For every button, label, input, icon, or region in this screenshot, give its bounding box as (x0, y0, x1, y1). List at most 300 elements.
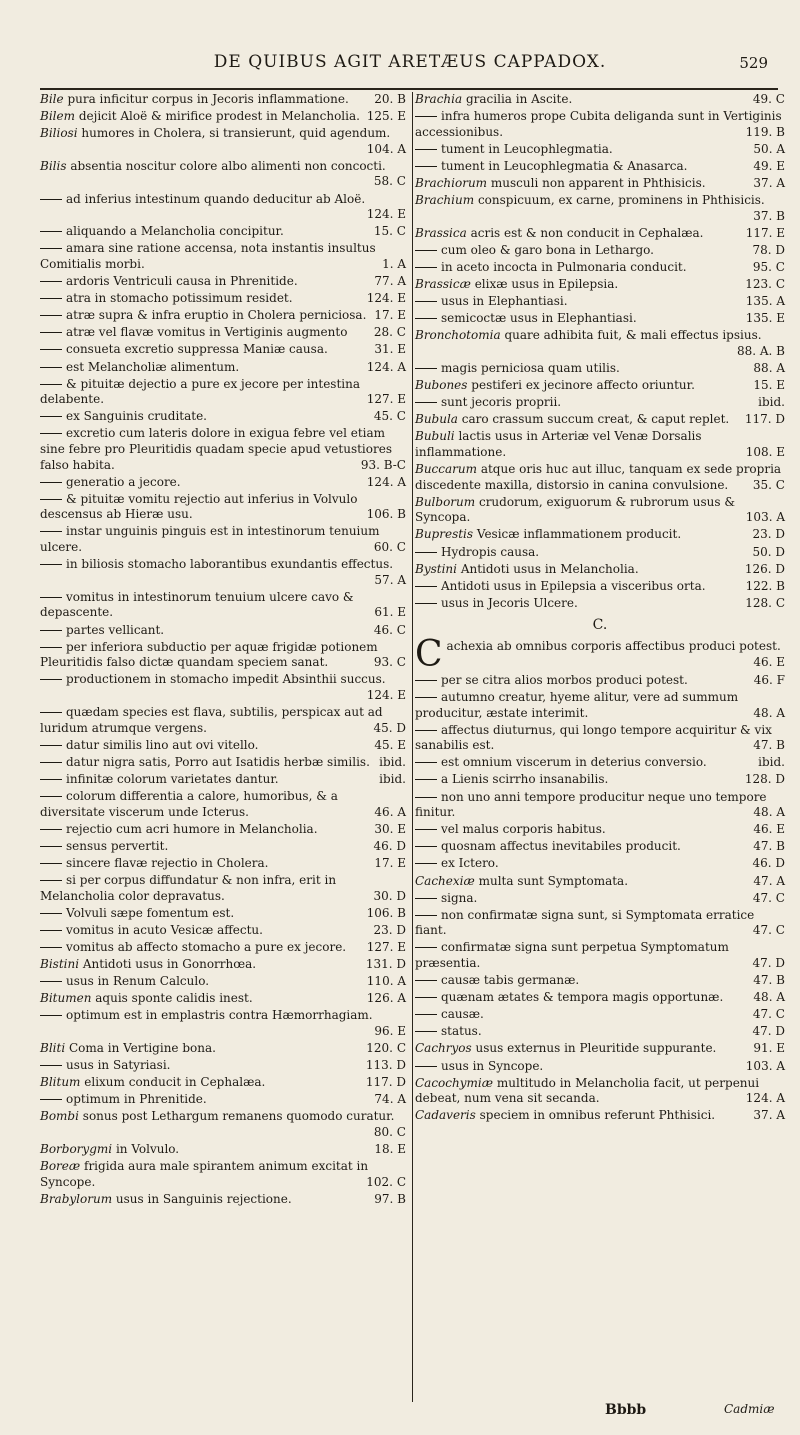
entry-text: status. (441, 1024, 482, 1039)
entry-text: & pituitæ dejectio a pure ex jecore per intestina delabente. (40, 376, 361, 407)
entry-headword: Bitumen (40, 991, 92, 1006)
entry-text: sensus pervertit. (66, 838, 169, 853)
entry-ref: 28. C (373, 325, 406, 340)
section-heading-c: C. (592, 617, 608, 634)
index-entry (415, 109, 785, 140)
entry-text: sonus post Lethargum remanens quomodo curatur. (82, 1109, 395, 1124)
index-entry (40, 492, 406, 523)
index-entry (40, 342, 406, 358)
entry-ref: 46. E (753, 822, 785, 837)
entry-ref: 48. A (753, 705, 785, 720)
entry-ref: 117. E (745, 225, 785, 240)
entry-headword: Brassica (415, 225, 467, 240)
index-entry (415, 243, 785, 259)
index-entry (415, 176, 785, 192)
signature-mark: Bbbb (605, 1402, 647, 1418)
index-entry (415, 579, 785, 595)
entry-text: vomitus in intestinorum tenuium ulcere cavo & depascente. (40, 589, 354, 620)
entry-text: aliquando a Melancholia concipitur. (66, 224, 284, 239)
entry-ref: 30. E (374, 821, 406, 836)
entry-ref: 48. A (753, 805, 785, 820)
entry-ref: 31. E (374, 342, 406, 357)
entry-ref: 47. C (752, 890, 785, 905)
entry-text: caro crassum succum creat, & caput replet. (461, 412, 730, 427)
entry-text: Coma in Vertigine bona. (68, 1040, 216, 1055)
index-entry (415, 527, 785, 543)
index-entry (415, 673, 785, 689)
index-entry (40, 738, 406, 754)
entry-ref: 124. E (366, 207, 406, 222)
entry-ref: 47. B (753, 973, 785, 988)
entry-text: colorum differentia a calore, humoribus, & a diversitate viscerum unde Icterus. (40, 788, 338, 819)
entry-text: sincere flavæ rejectio in Cholera. (66, 855, 269, 870)
entry-text: atræ supra & infra eruptio in Cholera perniciosa. (66, 308, 367, 323)
entry-text: humores in Cholera, si transierunt, quid agendum. (81, 126, 391, 141)
entry-ref: ibid. (758, 395, 785, 410)
entry-ref: 50. D (752, 544, 785, 559)
index-entry (40, 426, 406, 473)
entry-ref: 47. B (753, 738, 785, 753)
ditto-dash (40, 531, 62, 532)
ditto-dash (40, 880, 62, 881)
ditto-dash (415, 779, 437, 780)
entry-text: affectus diuturnus, qui longo tempore acquiritur & vix sanabilis est. (415, 722, 772, 753)
entry-text: partes vellicant. (66, 622, 165, 637)
ditto-dash (415, 730, 437, 731)
entry-text: in Volvulo. (115, 1141, 180, 1156)
entry-headword: Bombi (40, 1109, 79, 1124)
entry-text: generatio a jecore. (66, 474, 181, 489)
index-entry (415, 277, 785, 293)
ditto-dash (415, 402, 437, 403)
entry-ref: 106. B (366, 905, 406, 920)
index-entry (40, 923, 406, 939)
ditto-dash (415, 863, 437, 864)
entry-headword: Brachium (415, 193, 475, 208)
index-entry (415, 908, 785, 939)
entry-headword: Brabylorum (40, 1191, 113, 1206)
entry-ref: 20. B (374, 92, 406, 106)
entry-ref: 80. C (373, 1124, 406, 1139)
index-entry (40, 789, 406, 820)
entry-ref: 135. A (745, 294, 785, 309)
entry-text: causæ tabis germanæ. (441, 973, 580, 988)
entry-ref: 113. D (365, 1057, 406, 1072)
ditto-dash (415, 603, 437, 604)
entry-ref: 117. D (365, 1075, 406, 1090)
entry-ref: 17. E (374, 855, 406, 870)
entry-ref: 117. D (744, 412, 785, 427)
index-entry (415, 226, 785, 242)
index-entry (40, 906, 406, 922)
entry-ref: 50. A (753, 141, 785, 156)
index-entry (40, 705, 406, 736)
entry-text: tument in Leucophlegmatia & Anasarca. (441, 158, 688, 173)
index-entry (415, 940, 785, 971)
ditto-dash (415, 250, 437, 251)
ditto-dash (415, 267, 437, 268)
entry-text: ex Ictero. (441, 856, 499, 871)
entry-text: usus in Satyriasi. (66, 1057, 171, 1072)
entry-text: Volvuli sæpe fomentum est. (66, 905, 235, 920)
entry-headword: Biliosi (40, 126, 78, 141)
ditto-dash (415, 1014, 437, 1015)
entry-text: causæ. (441, 1007, 484, 1022)
entry-ref: 97. B (374, 1191, 406, 1206)
index-entry (40, 224, 406, 240)
ditto-dash (40, 863, 62, 864)
entry-text: aquis sponte calidis inest. (95, 991, 253, 1006)
entry-ref: 37. B (753, 208, 785, 223)
index-entry (40, 1058, 406, 1074)
ditto-dash (415, 797, 437, 798)
index-entry (415, 596, 785, 612)
ditto-dash (40, 981, 62, 982)
index-entry (40, 991, 406, 1007)
entry-ref: 104. A (366, 141, 406, 156)
entry-text: datur similis lino aut ovi vitello. (66, 737, 259, 752)
entry-ref: 15. E (753, 378, 785, 393)
entry-ref: 17. E (374, 308, 406, 323)
entry-text: Antidoti usus in Epilepsia a visceribus orta. (441, 578, 706, 593)
index-entry (415, 973, 785, 989)
entry-text: per inferiora subductio per aquæ frigidæ potionem Pleuritidis falso dictæ quandam speciem sanat. (40, 639, 378, 670)
entry-ref: 124. A (366, 359, 406, 374)
index-entry (40, 839, 406, 855)
entry-ref: 110. A (366, 973, 406, 988)
entry-ref: 49. C (752, 92, 785, 106)
entry-text: autumno creatur, hyeme alitur, vere ad summum producitur, æstate interimit. (415, 690, 739, 720)
left-column (40, 92, 413, 1402)
ditto-dash (40, 367, 62, 368)
entry-ref: 47. C (752, 923, 785, 938)
ditto-dash (40, 332, 62, 333)
index-entry (40, 590, 406, 621)
entry-headword: Cadaveris (415, 1108, 476, 1123)
entry-ref: 37. A (753, 175, 785, 190)
entry-ref: ibid. (379, 754, 406, 769)
section-c-entries (415, 673, 785, 1124)
index-entry (40, 1041, 406, 1057)
entry-text: instar unguinis pinguis est in intestinorum tenuium ulcere. (40, 524, 380, 555)
entry-ref: 45. D (373, 720, 406, 735)
entry-ref: 46. E (753, 655, 785, 669)
entry-text: usus in Jecoris Ulcere. (441, 595, 578, 610)
ditto-dash (415, 697, 437, 698)
entry-ref: 127. E (366, 392, 406, 407)
entry-text: quædam species est flava, subtilis, perspicax aut ad luridum atrumque vergens. (40, 704, 383, 735)
entry-headword: Bile (40, 92, 64, 106)
entry-text: usus in Renum Calculo. (66, 973, 210, 988)
ditto-dash (415, 947, 437, 948)
index-entry (415, 822, 785, 838)
page-footer (0, 1402, 800, 1426)
entry-headword: Bubuli (415, 429, 455, 444)
index-entry (40, 192, 406, 223)
entry-ref: 124. E (366, 687, 406, 702)
index-entry (415, 856, 785, 872)
index-entry (40, 409, 406, 425)
index-entry (415, 1007, 785, 1023)
index-entry (40, 755, 406, 771)
entry-headword: Bubones (415, 378, 468, 393)
index-entry (40, 557, 406, 588)
index-entry (40, 623, 406, 639)
index-entry (40, 325, 406, 341)
entry-ref: 77. A (374, 274, 406, 289)
ditto-dash (40, 930, 62, 931)
entry-text: cum oleo & garo bona in Lethargo. (441, 242, 654, 257)
entry-text: in biliosis stomacho laborantibus exundantis effectus. (66, 557, 394, 572)
entry-text: pura inficitur corpus in Jecoris inflammatione. (67, 92, 349, 106)
drop-cap: C (415, 634, 443, 676)
index-entry (40, 1008, 406, 1039)
entry-ref: 35. C (752, 477, 785, 492)
index-entry (40, 1109, 406, 1140)
ditto-dash (415, 829, 437, 830)
entry-text: pestiferi ex jecinore affecto oriuntur. (471, 378, 695, 393)
entry-ref: 119. B (745, 124, 785, 139)
entry-ref: 23. D (373, 922, 406, 937)
entry-ref: 47. D (752, 956, 785, 970)
section-b-continued (415, 92, 785, 611)
entry-ref: 131. D (365, 956, 406, 971)
entry-text: amara sine ratione accensa, nota instantis insultus Comitialis morbi. (40, 241, 376, 271)
index-entry (40, 126, 406, 157)
entry-text: tument in Leucophlegmatia. (441, 141, 613, 156)
entry-text: productionem in stomacho impedit Absinthii succus. (66, 672, 386, 687)
entry-text: quosnam affectus inevitabiles producit. (441, 839, 681, 854)
entry-ref: 124. A (745, 1091, 785, 1106)
ditto-dash (415, 368, 437, 369)
entry-text: atque oris huc aut illuc, tanquam ex sede propria discedente maxilla, distorsio in canina convulsione. (415, 462, 782, 492)
entry-ref: 47. D (752, 1024, 785, 1039)
ditto-dash (40, 384, 62, 385)
entry-ref: 48. A (753, 990, 785, 1005)
entry-ref: 128. D (744, 772, 785, 787)
index-entry (40, 1092, 406, 1108)
index-entry (40, 640, 406, 671)
entry-text: consueta excretio suppressa Maniæ causa. (66, 342, 328, 357)
header-rule (40, 88, 778, 90)
index-entry (415, 562, 785, 578)
entry-ref: 95. C (752, 259, 785, 274)
ditto-dash (40, 779, 62, 780)
entry-text: vomitus ab affecto stomacho a pure ex jecore. (66, 939, 347, 954)
entry-text: dejicit Aloë & mirifice prodest in Melancholia. (78, 109, 360, 124)
entry-ref: 45. E (374, 737, 406, 752)
ditto-dash (415, 846, 437, 847)
entry-headword: Buprestis (415, 527, 474, 542)
index-entry (40, 274, 406, 290)
entry-text: excretio cum lateris dolore in exigua febre vel etiam sine febre pro Pleuritidis quadam specie apud vetustiores falso habita. (40, 426, 392, 472)
ditto-dash (40, 712, 62, 713)
entry-text: rejectio cum acri humore in Melancholia. (66, 821, 318, 836)
entry-text: & pituitæ vomitu rejectio aut inferius in Volvulo descensus ab Hieræ usu. (40, 491, 358, 522)
entry-text: ex Sanguinis cruditate. (66, 409, 207, 424)
entry-text: Vesicæ inflammationem producit. (476, 527, 682, 542)
ditto-dash (415, 318, 437, 319)
entry-ref: 37. A (753, 1108, 785, 1123)
entry-ref: 46. A (374, 804, 406, 819)
catchword: Cadmiæ (724, 1402, 775, 1416)
entry-text: est omnium viscerum in deterius conversio. (441, 755, 707, 770)
ditto-dash (40, 1065, 62, 1066)
ditto-dash (415, 680, 437, 681)
entry-headword: Bystini (415, 561, 457, 576)
entry-ref: 47. A (753, 873, 785, 888)
entry-text: optimum in Phrenitide. (66, 1092, 207, 1107)
index-entry (40, 377, 406, 408)
ditto-dash (415, 116, 437, 117)
ditto-dash (415, 898, 437, 899)
entry-text: infra humeros prope Cubita deliganda sunt in Vertiginis accessionibus. (415, 109, 782, 139)
entry-text: multa sunt Symptomata. (478, 873, 629, 888)
entry-headword: Bliti (40, 1040, 66, 1055)
entry-ref: 96. E (374, 1023, 406, 1038)
index-entry (415, 311, 785, 327)
entry-text: usus in Syncope. (441, 1058, 544, 1073)
entry-ref: 45. C (373, 409, 406, 424)
index-entry (40, 159, 406, 190)
entry-text: atræ vel flavæ vomitus in Vertiginis augmento (66, 325, 348, 340)
index-entry (415, 462, 785, 493)
entry-headword: Bubula (415, 412, 458, 427)
ditto-dash (40, 647, 62, 648)
entry-ref: 47. B (753, 839, 785, 854)
index-entry (40, 1192, 406, 1208)
entry-ref: 106. B (366, 507, 406, 522)
index-entry (415, 1076, 785, 1107)
index-entry (415, 839, 785, 855)
entry-ref: 93. C (373, 655, 406, 670)
index-entry (40, 822, 406, 838)
entry-text: a Lienis scirrho insanabilis. (441, 772, 609, 787)
index-entry (40, 957, 406, 973)
ditto-dash (40, 1099, 62, 1100)
ditto-dash (40, 433, 62, 434)
ditto-dash (40, 248, 62, 249)
entry-headword: Bulborum (415, 494, 476, 509)
entry-ref: ibid. (379, 771, 406, 786)
index-entry (40, 856, 406, 872)
entry-text: atra in stomacho potissimum residet. (66, 291, 293, 306)
entry-ref: 15. C (373, 224, 406, 239)
entry-ref: 60. C (373, 540, 406, 555)
ditto-dash (40, 416, 62, 417)
index-entry (415, 92, 785, 108)
entry-ref: 46. D (373, 838, 406, 853)
ditto-dash (40, 679, 62, 680)
entry-headword: Bistini (40, 956, 80, 971)
index-entry (415, 395, 785, 411)
entry-text: elixæ usus in Epilepsia. (474, 277, 619, 292)
ditto-dash (40, 796, 62, 797)
ditto-dash (40, 298, 62, 299)
entry-ref: 74. A (374, 1092, 406, 1107)
entry-headword: Bilis (40, 158, 67, 173)
ditto-dash (40, 1015, 62, 1016)
entry-text: conspicuum, ex carne, prominens in Phthisicis. (477, 193, 765, 208)
entry-headword: Brassicæ (415, 277, 471, 292)
index-entry (40, 291, 406, 307)
index-entry (415, 142, 785, 158)
ditto-dash (40, 829, 62, 830)
entry-ref: 30. D (373, 888, 406, 903)
entry-text: ad inferius intestinum quando deducitur ab Aloë. (66, 191, 366, 206)
entry-headword: Bilem (40, 109, 75, 124)
ditto-dash (40, 745, 62, 746)
ditto-dash (40, 231, 62, 232)
entry-text: frigida aura male spirantem animum excitat in Syncope. (40, 1159, 369, 1189)
ditto-dash (40, 630, 62, 631)
ditto-dash (415, 915, 437, 916)
ditto-dash (40, 762, 62, 763)
entry-text: confirmatæ signa sunt perpetua Symptomatum præsentia. (415, 940, 729, 970)
index-entry (40, 940, 406, 956)
entry-ref: 124. E (366, 291, 406, 306)
ditto-dash (40, 349, 62, 350)
page-header (0, 52, 800, 82)
index-entry (415, 412, 785, 428)
entry-text: Antidoti usus in Gonorrhœa. (82, 956, 257, 971)
ditto-dash (40, 846, 62, 847)
entry-ref: 123. C (745, 277, 785, 292)
ditto-dash (40, 913, 62, 914)
entry-ref: 125. E (366, 109, 406, 124)
ditto-dash (40, 564, 62, 565)
ditto-dash (415, 166, 437, 167)
index-entry (40, 1159, 406, 1190)
entry-headword: Cacochymiæ (415, 1075, 494, 1090)
index-entry (40, 772, 406, 788)
entry-ref: 57. A (374, 572, 406, 587)
index-entry (415, 260, 785, 276)
entry-text: in aceto incocta in Pulmonaria conducit. (441, 259, 687, 274)
entry-text: non uno anni tempore producitur neque uno tempore finitur. (415, 789, 767, 820)
entry-text: usus in Elephantiasi. (441, 294, 568, 309)
entry-ref: 1. A (382, 256, 406, 271)
entry-headword: Brachiorum (415, 175, 488, 190)
index-entry (415, 772, 785, 788)
entry-ref: 49. E (753, 158, 785, 173)
entry-headword: Borborygmi (40, 1141, 113, 1156)
entry-text: semicoctæ usus in Elephantiasi. (441, 311, 637, 326)
index-entry (40, 1142, 406, 1158)
entry-ref: 47. C (752, 1007, 785, 1022)
index-entry (40, 360, 406, 376)
entry-headword: Bronchotomia (415, 328, 501, 343)
entry-text: musculi non apparent in Phthisicis. (490, 175, 706, 190)
index-entry (415, 790, 785, 821)
entry-ref: 103. A (745, 510, 785, 525)
index-entry (40, 1075, 406, 1091)
index-entry (415, 495, 785, 526)
ditto-dash (40, 597, 62, 598)
entry-text: vel malus corporis habitus. (441, 822, 606, 837)
ditto-dash (415, 1066, 437, 1067)
ditto-dash (40, 199, 62, 200)
index-entry (415, 361, 785, 377)
entry-ref: 61. E (374, 605, 406, 620)
index-entry (40, 109, 406, 125)
entry-text: quare adhibita fuit, & mali effectus ipsius. (504, 328, 762, 343)
index-entry (415, 755, 785, 771)
index-entry (40, 974, 406, 990)
entry-headword: Boreæ (40, 1159, 81, 1173)
entry-text: signa. (441, 890, 478, 905)
index-entry-cachexia (415, 634, 785, 676)
